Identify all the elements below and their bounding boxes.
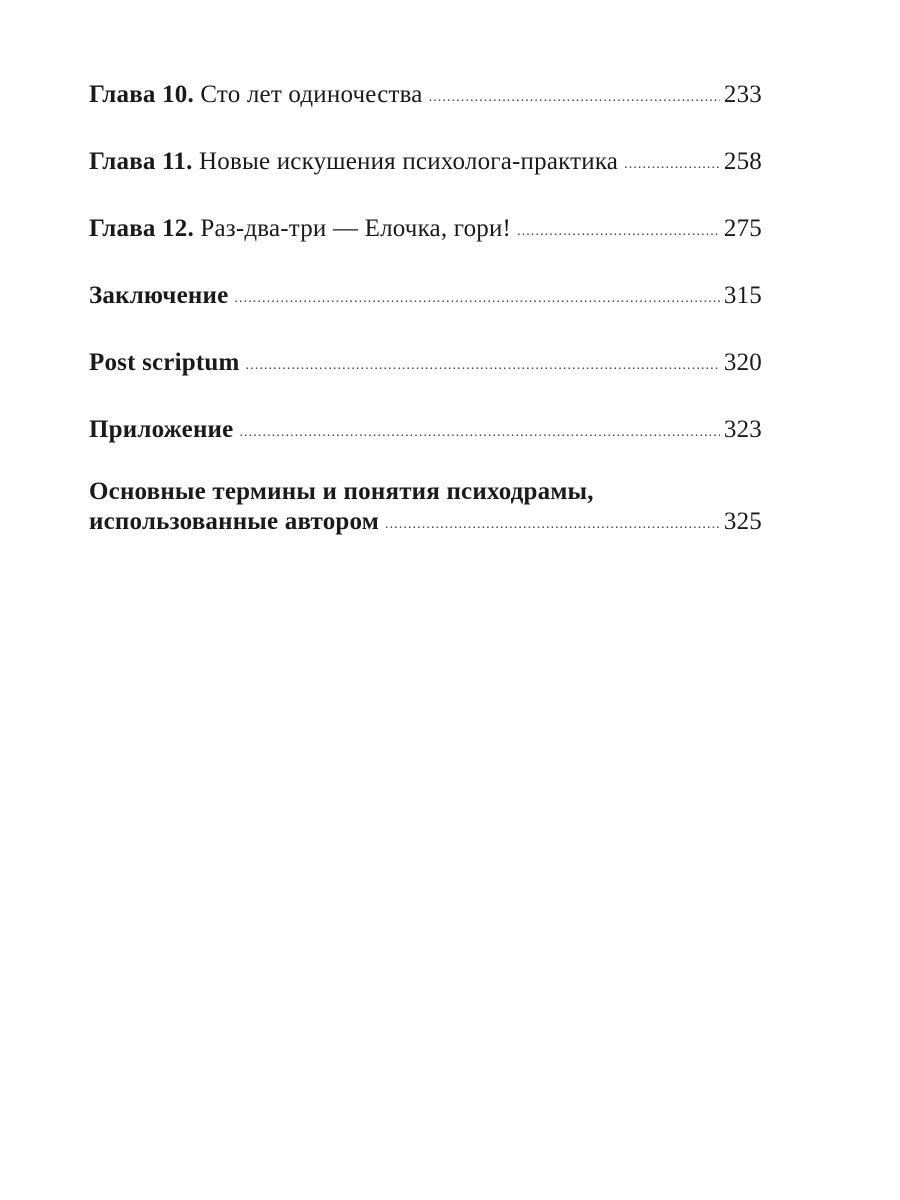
- toc-entry-number: Глава 11.: [89, 148, 193, 175]
- toc-entry-page: 315: [723, 282, 762, 309]
- toc-entry-number: Глава 10.: [89, 81, 194, 108]
- toc-entry-page: 233: [723, 81, 762, 108]
- toc-entry-glossary[interactable]: [89, 477, 762, 541]
- toc-entry-chapter-12[interactable]: [89, 212, 762, 250]
- toc-entry-chapter-11[interactable]: [89, 145, 762, 183]
- toc-entry-appendix[interactable]: [89, 413, 762, 451]
- toc-entry-label: [89, 145, 618, 179]
- dot-leader: [239, 416, 719, 450]
- dot-leader: [624, 148, 720, 182]
- dot-leader: [385, 510, 720, 540]
- toc-entry-page: 275: [723, 215, 762, 242]
- dot-leader: [246, 349, 720, 383]
- toc-entry-label: [89, 212, 511, 246]
- toc-entry-title: Приложение: [89, 416, 234, 443]
- toc-entry-page: 325: [723, 508, 762, 535]
- dot-leader: [429, 81, 720, 115]
- toc-entry-label: [89, 78, 423, 112]
- toc-entry-post-scriptum[interactable]: [89, 346, 762, 384]
- toc-entry-title: Заключение: [89, 282, 229, 309]
- toc-entry-label: [89, 413, 233, 447]
- toc-entry-label: [89, 346, 240, 380]
- toc-entry-title: Post scriptum: [89, 349, 240, 376]
- toc-entry-line2: [89, 507, 762, 541]
- toc-entry-title-line1: Основные термины и понятия психодрамы,: [89, 478, 594, 505]
- toc-entry-title: Раз-два-три — Елочка, гори!: [200, 215, 512, 242]
- toc-entry-title-line2: использованные автором: [89, 508, 379, 535]
- toc-entry-conclusion[interactable]: [89, 279, 762, 317]
- toc-entry-chapter-10[interactable]: [89, 78, 762, 116]
- toc-entry-page: 320: [723, 349, 762, 376]
- toc-entry-page: 258: [723, 148, 762, 175]
- toc-entry-label: [89, 279, 228, 313]
- toc-entry-title: Новые искушения психолога-практика: [199, 148, 619, 175]
- dot-leader: [234, 282, 720, 316]
- toc-entry-number: Глава 12.: [89, 215, 194, 242]
- table-of-contents: [89, 78, 762, 570]
- dot-leader: [517, 215, 720, 249]
- toc-entry-title: Сто лет одиночества: [200, 81, 423, 108]
- toc-entry-page: 323: [723, 416, 762, 443]
